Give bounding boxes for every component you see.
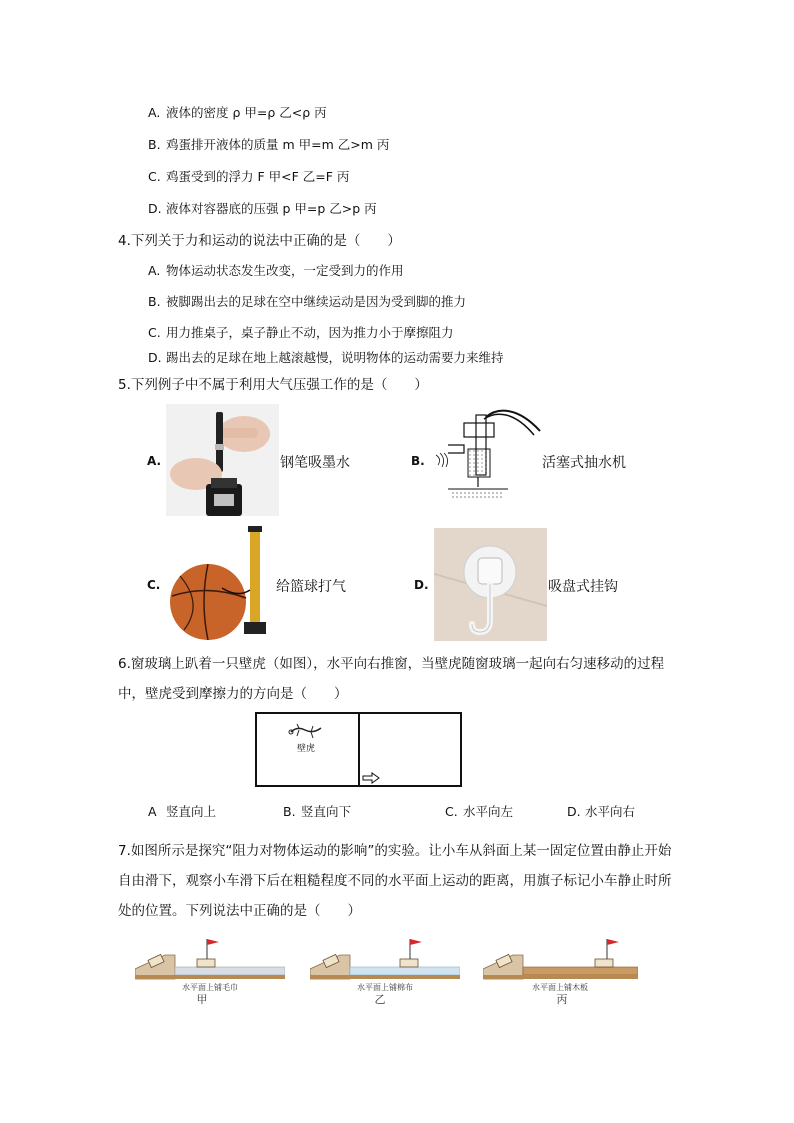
basketball-pump-photo [164, 526, 276, 644]
surface-label: 水平面上铺木板 [532, 983, 588, 992]
option-text: 液体对容器底的压强 p 甲=p 乙>p 丙 [166, 201, 377, 216]
option-letter: B. [148, 137, 161, 152]
option-letter: D. [148, 201, 162, 216]
option-letter: D. [148, 350, 162, 365]
gecko-label: 壁虎 [297, 744, 316, 754]
piston-pump-diagram [428, 405, 543, 505]
q6-option-a[interactable] [148, 802, 216, 820]
option-letter: B. [148, 294, 161, 309]
window-figure [255, 712, 462, 787]
option-letter: C. [148, 169, 161, 184]
q6-option-d[interactable] [567, 802, 635, 820]
option-letter: A. [148, 105, 161, 120]
option-text: 水平向左 [463, 804, 514, 819]
q5-option-a-text: 钢笔吸墨水 [280, 455, 350, 471]
q4-option-c[interactable] [148, 323, 454, 341]
q3-option-a[interactable] [148, 103, 327, 121]
option-letter: A. [148, 263, 161, 278]
option-text: 液体的密度 ρ 甲=ρ 乙<ρ 丙 [166, 105, 327, 120]
option-letter: C. [445, 804, 458, 819]
experiment-board [483, 935, 638, 1005]
q3-option-c[interactable] [148, 167, 349, 185]
option-text: 竖直向上 [166, 804, 217, 819]
q3-option-d[interactable] [148, 199, 377, 217]
experiment-name: 乙 [374, 993, 386, 1006]
q5-option-c-letter[interactable]: C. [147, 578, 161, 592]
option-text: 水平向右 [585, 804, 636, 819]
pump-illustration [428, 405, 543, 505]
option-letter: C. [148, 325, 161, 340]
board-setup-illustration [483, 935, 638, 983]
q4-option-b[interactable] [148, 292, 466, 310]
option-text: 鸡蛋排开液体的质量 m 甲=m 乙>m 丙 [166, 137, 390, 152]
option-text: 鸡蛋受到的浮力 F 甲<F 乙=F 丙 [166, 169, 350, 184]
surface-label: 水平面上铺棉布 [357, 983, 413, 992]
q5-stem: 5.下列例子中不属于利用大气压强工作的是（ ） [118, 377, 428, 393]
option-text: 踢出去的足球在地上越滚越慢，说明物体的运动需要力来维持 [166, 350, 504, 365]
suction-hook-photo [434, 528, 547, 641]
q5-option-d-letter[interactable]: D. [414, 578, 429, 592]
option-letter: A [148, 804, 157, 819]
option-text: 物体运动状态发生改变，一定受到力的作用 [166, 263, 404, 278]
towel-setup-illustration [135, 935, 285, 983]
q5-option-b-letter[interactable]: B. [411, 454, 425, 468]
fountain-pen-photo [166, 404, 279, 516]
q5-option-d-text: 吸盘式挂钩 [548, 579, 618, 595]
suction-hook-illustration [434, 528, 547, 641]
pen-ink-illustration [166, 404, 279, 516]
q4-option-d[interactable] [148, 348, 504, 366]
option-letter: D. [567, 804, 581, 819]
arrow-right-icon [361, 772, 381, 784]
q7-stem: 7.如图所示是探究“阻力对物体运动的影响”的实验。让小车从斜面上某一固定位置由静止开始自由滑下，观察小车滑下后在粗糙程度不同的水平面上运动的距离，用旗子标记小车静止时所处的位置。下列说法中正确的是（ ） [118, 843, 672, 919]
q5-option-b-text: 活塞式抽水机 [542, 455, 626, 471]
q6-option-b[interactable] [283, 802, 351, 820]
experiment-name: 甲 [196, 993, 208, 1006]
experiment-name: 丙 [556, 993, 568, 1006]
option-text: 竖直向下 [301, 804, 352, 819]
q4-option-a[interactable] [148, 261, 404, 279]
q6-option-c[interactable] [445, 802, 513, 820]
option-text: 用力推桌子，桌子静止不动，因为推力小于摩擦阻力 [166, 325, 454, 340]
gecko-icon [287, 722, 327, 742]
basketball-illustration [164, 526, 276, 644]
cloth-setup-illustration [310, 935, 460, 983]
q6-stem: 6.窗玻璃上趴着一只壁虎（如图），水平向右推窗，当壁虎随窗玻璃一起向右匀速移动的过程中，壁虎受到摩擦力的方向是（ ） [118, 656, 665, 702]
q5-option-c-text: 给篮球打气 [276, 579, 346, 595]
q4-stem: 4.下列关于力和运动的说法中正确的是（ ） [118, 233, 401, 249]
option-text: 被脚踢出去的足球在空中继续运动是因为受到脚的推力 [166, 294, 467, 309]
q3-option-b[interactable] [148, 135, 389, 153]
q5-option-a-letter[interactable]: A. [147, 454, 162, 468]
window-divider [358, 714, 360, 785]
option-letter: B. [283, 804, 296, 819]
experiment-towel [135, 935, 285, 1005]
experiment-cloth [310, 935, 460, 1005]
surface-label: 水平面上铺毛巾 [182, 983, 238, 992]
